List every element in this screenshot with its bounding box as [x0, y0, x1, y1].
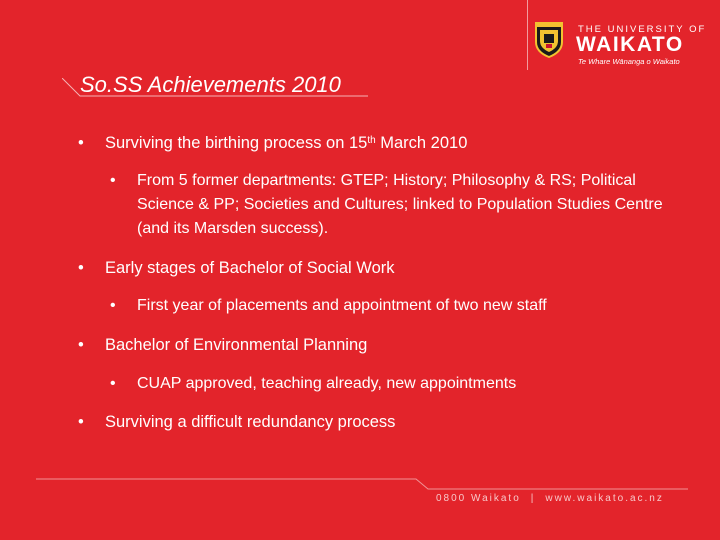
bullet-text: Bachelor of Environmental Planning [105, 336, 368, 354]
footer-phone: 0800 Waikato [436, 493, 521, 504]
bullet-text: Surviving the birthing process on 15th March 2010 [105, 134, 468, 152]
bullet-marker: • [110, 172, 116, 189]
sub-bullet-text: From 5 former departments: GTEP; History; Philosophy & RS; Political Science & PP; Societies and Cultures; linked to Population Studies Centre (and its Marsden success). [137, 172, 663, 237]
bullet-text: Surviving a difficult redundancy process [105, 413, 396, 431]
logo-waikato: WAIKATO [576, 33, 684, 56]
sub-bullet-text: First year of placements and appointment of two new staff [137, 297, 547, 314]
footer-rule [36, 478, 688, 490]
footer-url: www.waikato.ac.nz [545, 493, 664, 504]
logo-tagline: Te Whare Wānanga o Waikato [578, 57, 680, 66]
logo-university-of: THE UNIVERSITY OF [578, 24, 707, 35]
footer-separator: | [530, 493, 536, 504]
superscript-th: th [367, 135, 376, 146]
bullet-marker: • [78, 259, 84, 277]
bullet-marker: • [78, 336, 84, 354]
footer-contact [436, 493, 664, 504]
logo-divider [527, 0, 528, 70]
bullet-marker: • [78, 134, 84, 152]
university-crest-icon [534, 22, 564, 58]
sub-bullet-text: CUAP approved, teaching already, new appointments [137, 375, 517, 392]
bullet-marker: • [110, 297, 116, 314]
slide-title: So.SS Achievements 2010 [80, 72, 341, 97]
bullet-marker: • [78, 413, 84, 431]
bullet-marker: • [110, 375, 116, 392]
bullet-text: Early stages of Bachelor of Social Work [105, 259, 395, 277]
